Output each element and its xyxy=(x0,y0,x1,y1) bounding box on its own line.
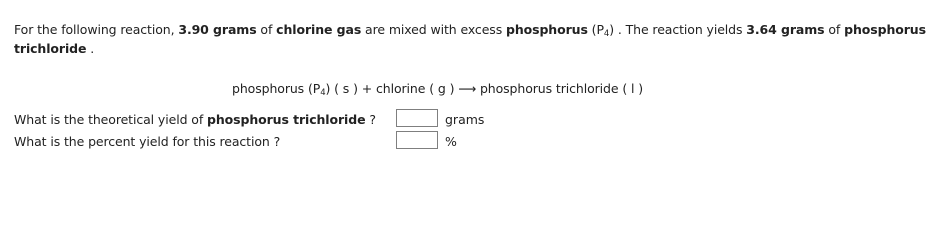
formula-subscript: 4 xyxy=(603,29,610,39)
equation-reactant2: chlorine ( g ) xyxy=(376,81,455,96)
middle-text: are mixed with excess xyxy=(361,22,506,37)
product-name-part1: phosphorus xyxy=(844,22,926,37)
product-name-part2: trichloride xyxy=(14,41,87,56)
question2-text: What is the percent yield for this reaction ? xyxy=(14,134,281,149)
product-mass: 3.64 grams xyxy=(746,22,825,37)
formula-open: (P xyxy=(587,22,604,37)
of-text-2: of xyxy=(824,22,845,37)
formula-close: ) . The reaction yields xyxy=(609,22,747,37)
question1-prefix: What is the theoretical yield of xyxy=(14,112,207,127)
theoretical-yield-input[interactable] xyxy=(396,109,438,127)
percent-unit-label: % xyxy=(445,134,457,149)
question-theoretical-yield xyxy=(14,112,376,127)
chemical-equation xyxy=(232,81,643,96)
reactant-phosphorus: phosphorus xyxy=(505,22,588,37)
intro-text: For the following reaction, xyxy=(14,22,179,37)
problem-statement-line-1 xyxy=(14,22,926,37)
percent-yield-input[interactable] xyxy=(396,131,438,149)
equation-product: phosphorus trichloride ( l ) xyxy=(479,81,644,96)
end-text: . xyxy=(86,41,95,56)
equation-plus: + xyxy=(357,81,376,96)
reaction-arrow-icon: ⟶ xyxy=(454,81,480,96)
equation-reactant1: phosphorus (P xyxy=(232,81,321,96)
equation-reactant1-state: ) ( s ) xyxy=(325,81,358,96)
question-percent-yield xyxy=(14,134,280,149)
equation-subscript: 4 xyxy=(320,88,326,98)
question1-substance: phosphorus trichloride xyxy=(207,112,366,127)
of-text: of xyxy=(256,22,277,37)
question1-suffix: ? xyxy=(365,112,376,127)
chlorine-mass: 3.90 grams xyxy=(178,22,257,37)
reactant-chlorine: chlorine gas xyxy=(276,22,362,37)
grams-unit-label: grams xyxy=(445,112,485,127)
problem-statement-line-2 xyxy=(14,41,94,56)
